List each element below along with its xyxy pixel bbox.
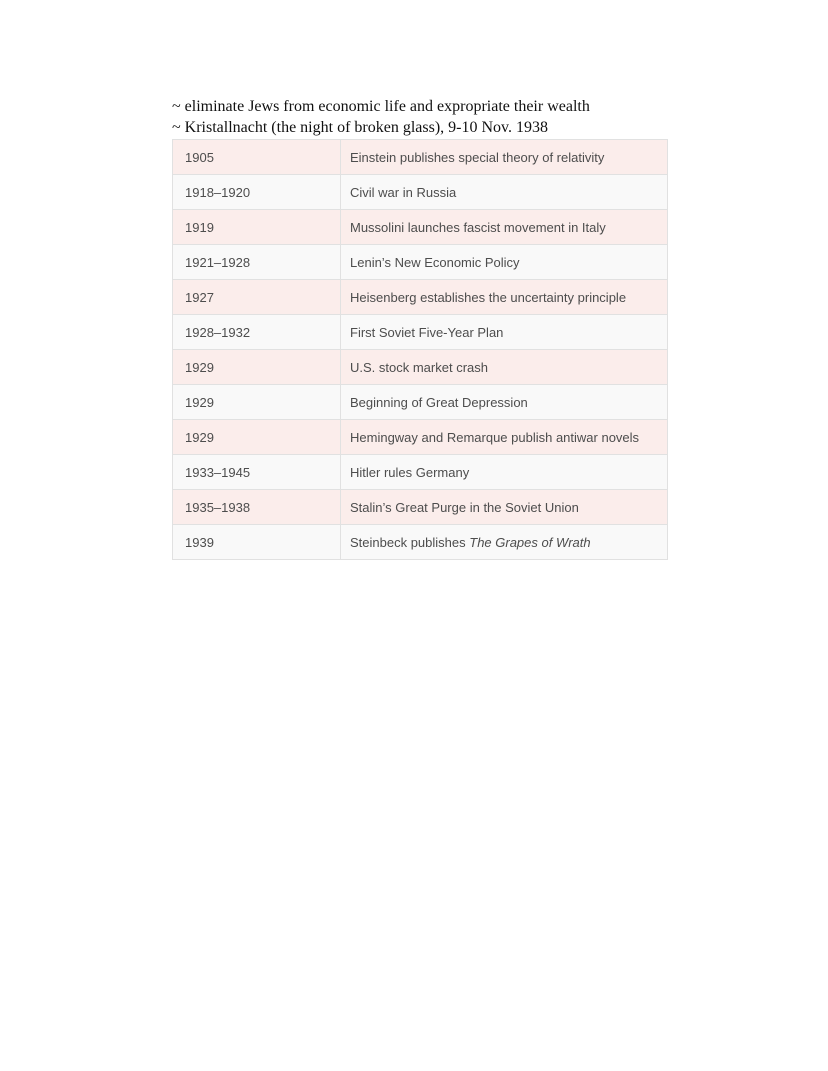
event-cell — [341, 490, 668, 525]
event-cell — [341, 385, 668, 420]
table-row — [173, 280, 668, 315]
year-cell: 1933–1945 — [173, 455, 341, 490]
notes-block — [172, 96, 590, 138]
event-text: Beginning of Great Depression — [350, 394, 528, 410]
year-cell: 1935–1938 — [173, 490, 341, 525]
event-cell — [341, 525, 668, 560]
note-line-1: ~ eliminate Jews from economic life and expropriate their wealth — [172, 98, 590, 115]
year-cell: 1919 — [173, 210, 341, 245]
event-cell — [341, 420, 668, 455]
table-row — [173, 140, 668, 175]
year-cell: 1918–1920 — [173, 175, 341, 210]
year-cell: 1929 — [173, 350, 341, 385]
event-text: Heisenberg establishes the uncertainty principle — [350, 289, 627, 305]
table-row — [173, 210, 668, 245]
year-cell: 1921–1928 — [173, 245, 341, 280]
table-row — [173, 175, 668, 210]
event-text: First Soviet Five-Year Plan — [350, 324, 504, 340]
event-cell — [341, 350, 668, 385]
note-line-2: ~ Kristallnacht (the night of broken glass), 9-10 Nov. 1938 — [172, 119, 548, 136]
year-cell: 1928–1932 — [173, 315, 341, 350]
event-cell — [341, 140, 668, 175]
event-cell — [341, 175, 668, 210]
table-row — [173, 385, 668, 420]
event-text: Hitler rules Germany — [350, 464, 470, 480]
event-text: Steinbeck publishes — [350, 534, 470, 550]
table-row — [173, 315, 668, 350]
table-row — [173, 245, 668, 280]
event-cell — [341, 315, 668, 350]
year-cell: 1927 — [173, 280, 341, 315]
table-row — [173, 420, 668, 455]
event-cell — [341, 280, 668, 315]
event-text: Civil war in Russia — [350, 184, 457, 200]
year-cell: 1939 — [173, 525, 341, 560]
table-row — [173, 350, 668, 385]
timeline-table-body — [173, 140, 668, 560]
table-row — [173, 455, 668, 490]
year-cell: 1929 — [173, 420, 341, 455]
table-row — [173, 525, 668, 560]
event-text: Einstein publishes special theory of relativity — [350, 149, 605, 165]
event-cell — [341, 455, 668, 490]
table-row — [173, 490, 668, 525]
event-cell — [341, 245, 668, 280]
event-text: Lenin’s New Economic Policy — [350, 254, 520, 270]
timeline-table — [172, 139, 668, 560]
year-cell: 1905 — [173, 140, 341, 175]
event-text: Stalin’s Great Purge in the Soviet Union — [350, 499, 579, 515]
event-text-italic: The Grapes of Wrath — [469, 534, 591, 550]
year-cell: 1929 — [173, 385, 341, 420]
event-text: Hemingway and Remarque publish antiwar novels — [350, 429, 640, 445]
event-text: U.S. stock market crash — [350, 359, 488, 375]
event-text: Mussolini launches fascist movement in Italy — [350, 219, 606, 235]
event-cell — [341, 210, 668, 245]
